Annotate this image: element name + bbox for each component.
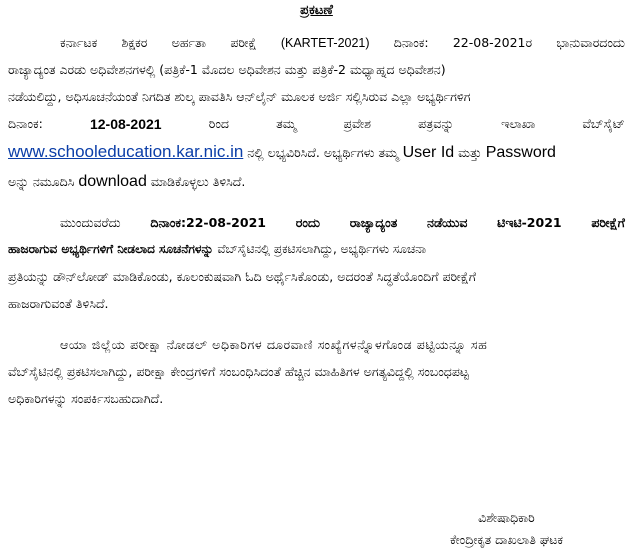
p1-text: ಅನ್ನು ನಮೂದಿಸಿ xyxy=(8,174,75,189)
p2-word: ಮುಂದುವರೆದು xyxy=(60,214,121,230)
p1-word: ಪ್ರವೇಶ xyxy=(343,115,371,131)
paragraph-1 xyxy=(8,29,625,197)
p2-text: ವೆಬ್‌ಸೈಟಿನಲ್ಲಿ ಪ್ರಕಟಿಸಲಾಗಿದ್ದು, ಅಭ್ಯರ್ಥಿಗಳು ಸೂಚನಾ xyxy=(217,242,427,256)
p2-word: ರಂದು xyxy=(295,214,320,230)
download-label: download xyxy=(78,173,147,190)
p3-line-2: ವೆಬ್‌ಸೈಟಿನಲ್ಲಿ ಪ್ರಕಟಿಸಲಾಗಿದ್ದು, ಪರೀಕ್ಷಾ ಕೇಂದ್ರಗಳಿಗೆ ಸಂಬಂಧಿಸಿದಂತೆ ಹೆಚ್ಚಿನ ಮಾಹಿತಿಗಳ ಅಗತ್ಯವಿದ್ದಲ್ಲಿ ಸಂಬಂಧಪಟ್ಟ xyxy=(8,364,469,379)
p3-line-3: ಅಧಿಕಾರಿಗಳನ್ನು ಸಂಪರ್ಕಿಸಬಹುದಾಗಿದೆ. xyxy=(8,391,164,406)
user-id-label: User Id xyxy=(402,144,455,161)
p1-word: ವೆಬ್‌ಸೈಟ್ xyxy=(582,115,625,131)
exam-date-bold: ದಿನಾಂಕ:22-08-2021 xyxy=(150,214,266,230)
p1-word: ದಿನಾಂಕ: xyxy=(393,34,429,50)
signature-block xyxy=(450,510,563,548)
admit-card-date: 12-08-2021 xyxy=(89,115,162,132)
p1-line-3: ನಡೆಯಲಿದ್ದು, ಅಧಿಸೂಚನೆಯಂತೆ ನಿಗದಿತ ಶುಲ್ಕ ಪಾವತಿಸಿ ಆನ್‌ಲೈನ್ ಮೂಲಕ ಅರ್ಜಿ ಸಲ್ಲಿಸಿರುವ ಎಲ್ಲಾ ಅಭ್ಯರ್ಥಿಗಳಿಗ xyxy=(8,89,471,104)
p1-text: ನಲ್ಲಿ ಲಭ್ಯವಿರಿಸಿದೆ. ಅಭ್ಯರ್ಥಿಗಳು ತಮ್ಮ xyxy=(247,145,399,160)
p2-line-1 xyxy=(8,209,625,236)
paragraph-3 xyxy=(8,331,625,412)
exam-date: 22-08-2021ರ xyxy=(452,34,533,50)
p1-word: ತಮ್ಮ xyxy=(276,115,297,131)
p1-word: ಭಾನುವಾರದಂದು xyxy=(556,34,625,50)
password-label: Password xyxy=(485,144,556,161)
p2-word: ರಾಜ್ಯಾದ್ಯಂತ xyxy=(349,214,398,230)
notice-title: ಪ್ರಕಟಣೆ xyxy=(300,3,333,18)
signatory-designation: ವಿಶೇಷಾಧಿಕಾರಿ xyxy=(478,510,535,525)
p1-line-6 xyxy=(8,167,625,197)
p1-word: ಕರ್ನಾಟಕ xyxy=(60,34,98,50)
p1-text: ಮಾಡಿಕೊಳ್ಳಲು ತಿಳಿಸಿದೆ. xyxy=(150,174,246,189)
p1-word: ಇಲಾಖಾ xyxy=(501,115,536,131)
p1-word: ಪತ್ರವನ್ನು xyxy=(418,115,454,131)
paragraph-2 xyxy=(8,209,625,317)
p1-word: ರಿಂದ xyxy=(208,115,229,131)
signatory-office: ಕೇಂದ್ರೀಕೃತ ದಾಖಲಾತಿ ಘಟಕ xyxy=(449,532,563,547)
p2-word: ಟಿಇಟಿ-2021 xyxy=(497,214,562,230)
p1-word: ಅರ್ಹತಾ xyxy=(171,34,207,50)
p1-line-2: ರಾಜ್ಯಾದ್ಯಂತ ಎರಡು ಅಧಿವೇಶನಗಳಲ್ಲಿ (ಪತ್ರಿಕೆ-1 ಮೊದಲ ಅಧಿವೇಶನ ಮತ್ತು ಪತ್ರಿಕೆ-2 ಮಧ್ಯಾಹ್ನದ ಅಧಿವೇಶನ) xyxy=(8,62,446,77)
p1-line-5 xyxy=(8,137,625,167)
p2-line-2 xyxy=(8,236,625,263)
p1-text: ಮತ್ತು xyxy=(458,145,482,160)
p1-word: ಪರೀಕ್ಷೆ xyxy=(230,34,257,50)
p1-word: ಶಿಕ್ಷಕರ xyxy=(121,34,148,50)
p2-line-3: ಪ್ರತಿಯನ್ನು ಡೌನ್‌ಲೋಡ್ ಮಾಡಿಕೊಂಡು, ಕೂಲಂಕುಷವಾಗಿ ಓದಿ ಅರ್ಥೈಸಿಕೊಂಡು, ಅದರಂತೆ ಸಿದ್ಧತೆಯೊಂದಿಗೆ ಪರೀಕ್ಷೆಗೆ xyxy=(8,269,477,284)
p1-line-4 xyxy=(8,110,625,137)
p2-word: ನಡೆಯುವ xyxy=(427,214,468,230)
school-education-website-link[interactable]: www.schooleducation.kar.nic.in xyxy=(8,142,244,161)
p1-word: ದಿನಾಂಕ: xyxy=(8,115,43,131)
kartet-label: (KARTET-2021) xyxy=(280,35,370,50)
instructions-phrase: ಹಾಜರಾಗುವ ಅಭ್ಯರ್ಥಿಗಳಿಗೆ ನೀಡಲಾದ ಸೂಚನೆಗಳನ್ನು xyxy=(8,242,214,256)
p2-line-4: ಹಾಜರಾಗುವಂತೆ ತಿಳಿಸಿದೆ. xyxy=(8,296,109,311)
p2-word: ಪರೀಕ್ಷೆಗೆ xyxy=(591,214,625,230)
p3-line-1: ಆಯಾ ಜಿಲ್ಲೆಯ ಪರೀಕ್ಷಾ ನೋಡಲ್ ಅಧಿಕಾರಿಗಳ ದೂರವಾಣಿ ಸಂಖ್ಯೆಗಳನ್ನೊಳಗೊಂಡ ಪಟ್ಟಿಯನ್ನೂ ಸಹ xyxy=(60,337,488,352)
p1-line-1 xyxy=(8,29,625,56)
